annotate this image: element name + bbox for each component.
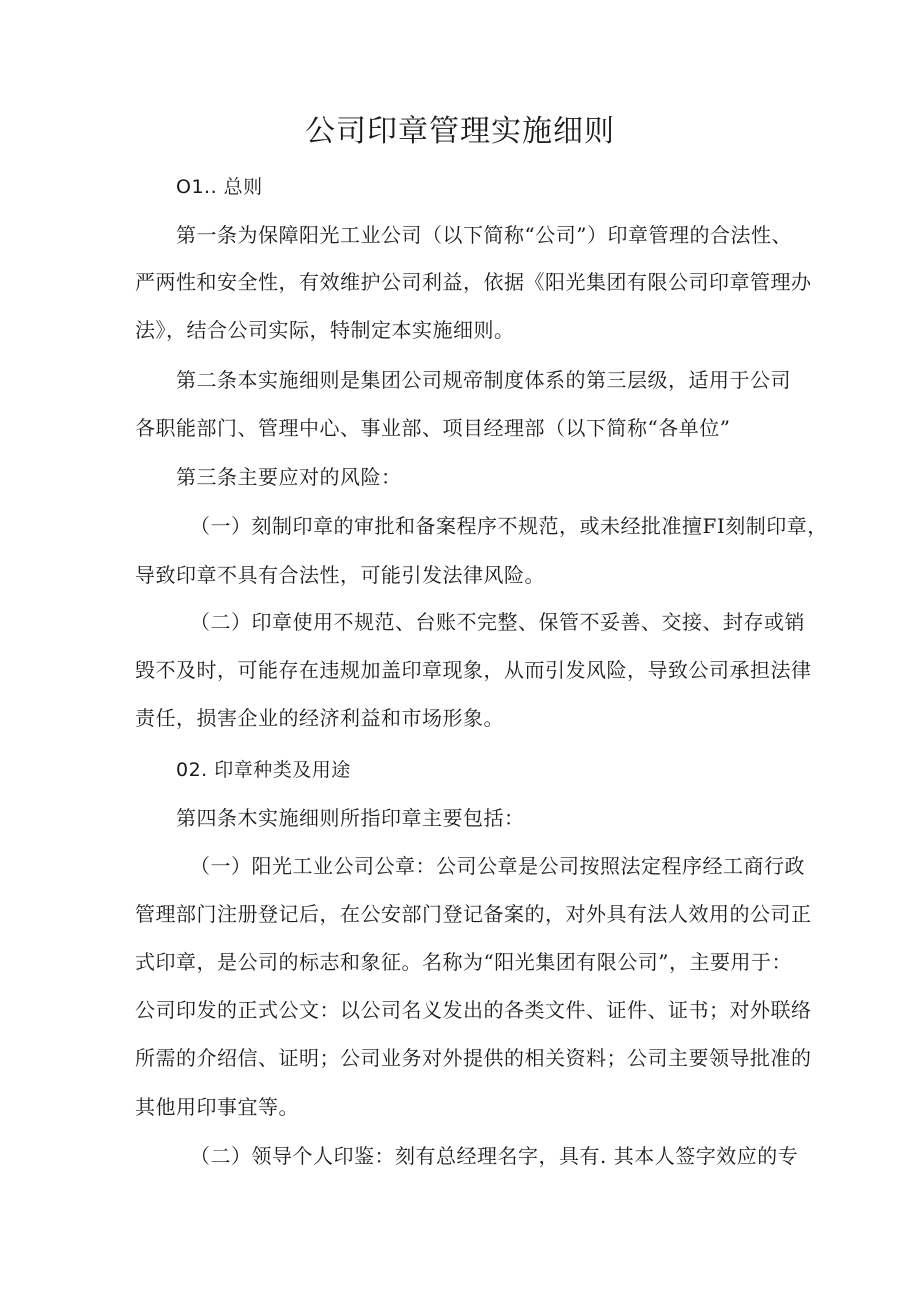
- paragraph-line: 导致印章不具有合法性，可能引发法律风险。: [135, 563, 545, 587]
- paragraph-line: 所需的介绍信、证明；公司业务对外提供的相关资料；公司主要领导批准的: [135, 1046, 812, 1070]
- section-heading-1: O1.. 总则: [176, 176, 263, 198]
- paragraph-line: 第四条木实施细则所指印章主要包括：: [176, 806, 525, 830]
- paragraph-line: （二）印章使用不规范、台账不完整、保管不妥善、交接、封存或销: [190, 610, 805, 634]
- paragraph-line: 其他用印事宜等。: [135, 1095, 299, 1119]
- paragraph-line: 第三条主要应对的风险：: [176, 465, 402, 489]
- paragraph-line: 第二条本实施细则是集团公司规帝制度体系的第三层级，适用于公司: [176, 368, 791, 392]
- document-title: 公司印章管理实施细则: [305, 114, 615, 149]
- paragraph-line: 第一条为保障阳光工业公司（以下简称“公司”）印章管理的合法性、: [176, 223, 792, 247]
- paragraph-line: 责任，损害企业的经济利益和市场形象。: [135, 706, 504, 730]
- paragraph-line: 管理部门注册登记后，在公安部门登记备案的，对外具有法人效用的公司正: [135, 902, 812, 926]
- section-heading-2: 02. 印章种类及用途: [176, 759, 351, 781]
- paragraph-line: 毁不及时，可能存在违规加盖印章现象，从而引发风险，导致公司承担法律: [135, 658, 812, 682]
- paragraph-line: （二）领导个人印鉴：刻有总经理名字，具有. 其本人签字效应的专: [190, 1144, 799, 1168]
- paragraph-line: （一）刻制印章的审批和备案程序不规范，或未经批准擅FI刻制印章，: [190, 514, 828, 538]
- paragraph-line: 公司印发的正式公文：以公司名义发出的各类文件、证件、证书；对外联络: [135, 998, 812, 1022]
- paragraph-line: （一）阳光工业公司公章：公司公章是公司按照法定程序经工商行政: [190, 854, 805, 878]
- paragraph-line: 法》，结合公司实际，特制定本实施细则。: [135, 318, 515, 342]
- paragraph-line: 严两性和安全性，有效维护公司利益，依据《阳光集团有限公司印章管理办: [135, 270, 812, 294]
- paragraph-line: 式印章，是公司的标志和象征。名称为“阳光集团有限公司”，主要用于：: [135, 950, 792, 974]
- paragraph-line: 各职能部门、管理中心、事业部、项目经理部（以下简称“各单位”: [135, 416, 731, 440]
